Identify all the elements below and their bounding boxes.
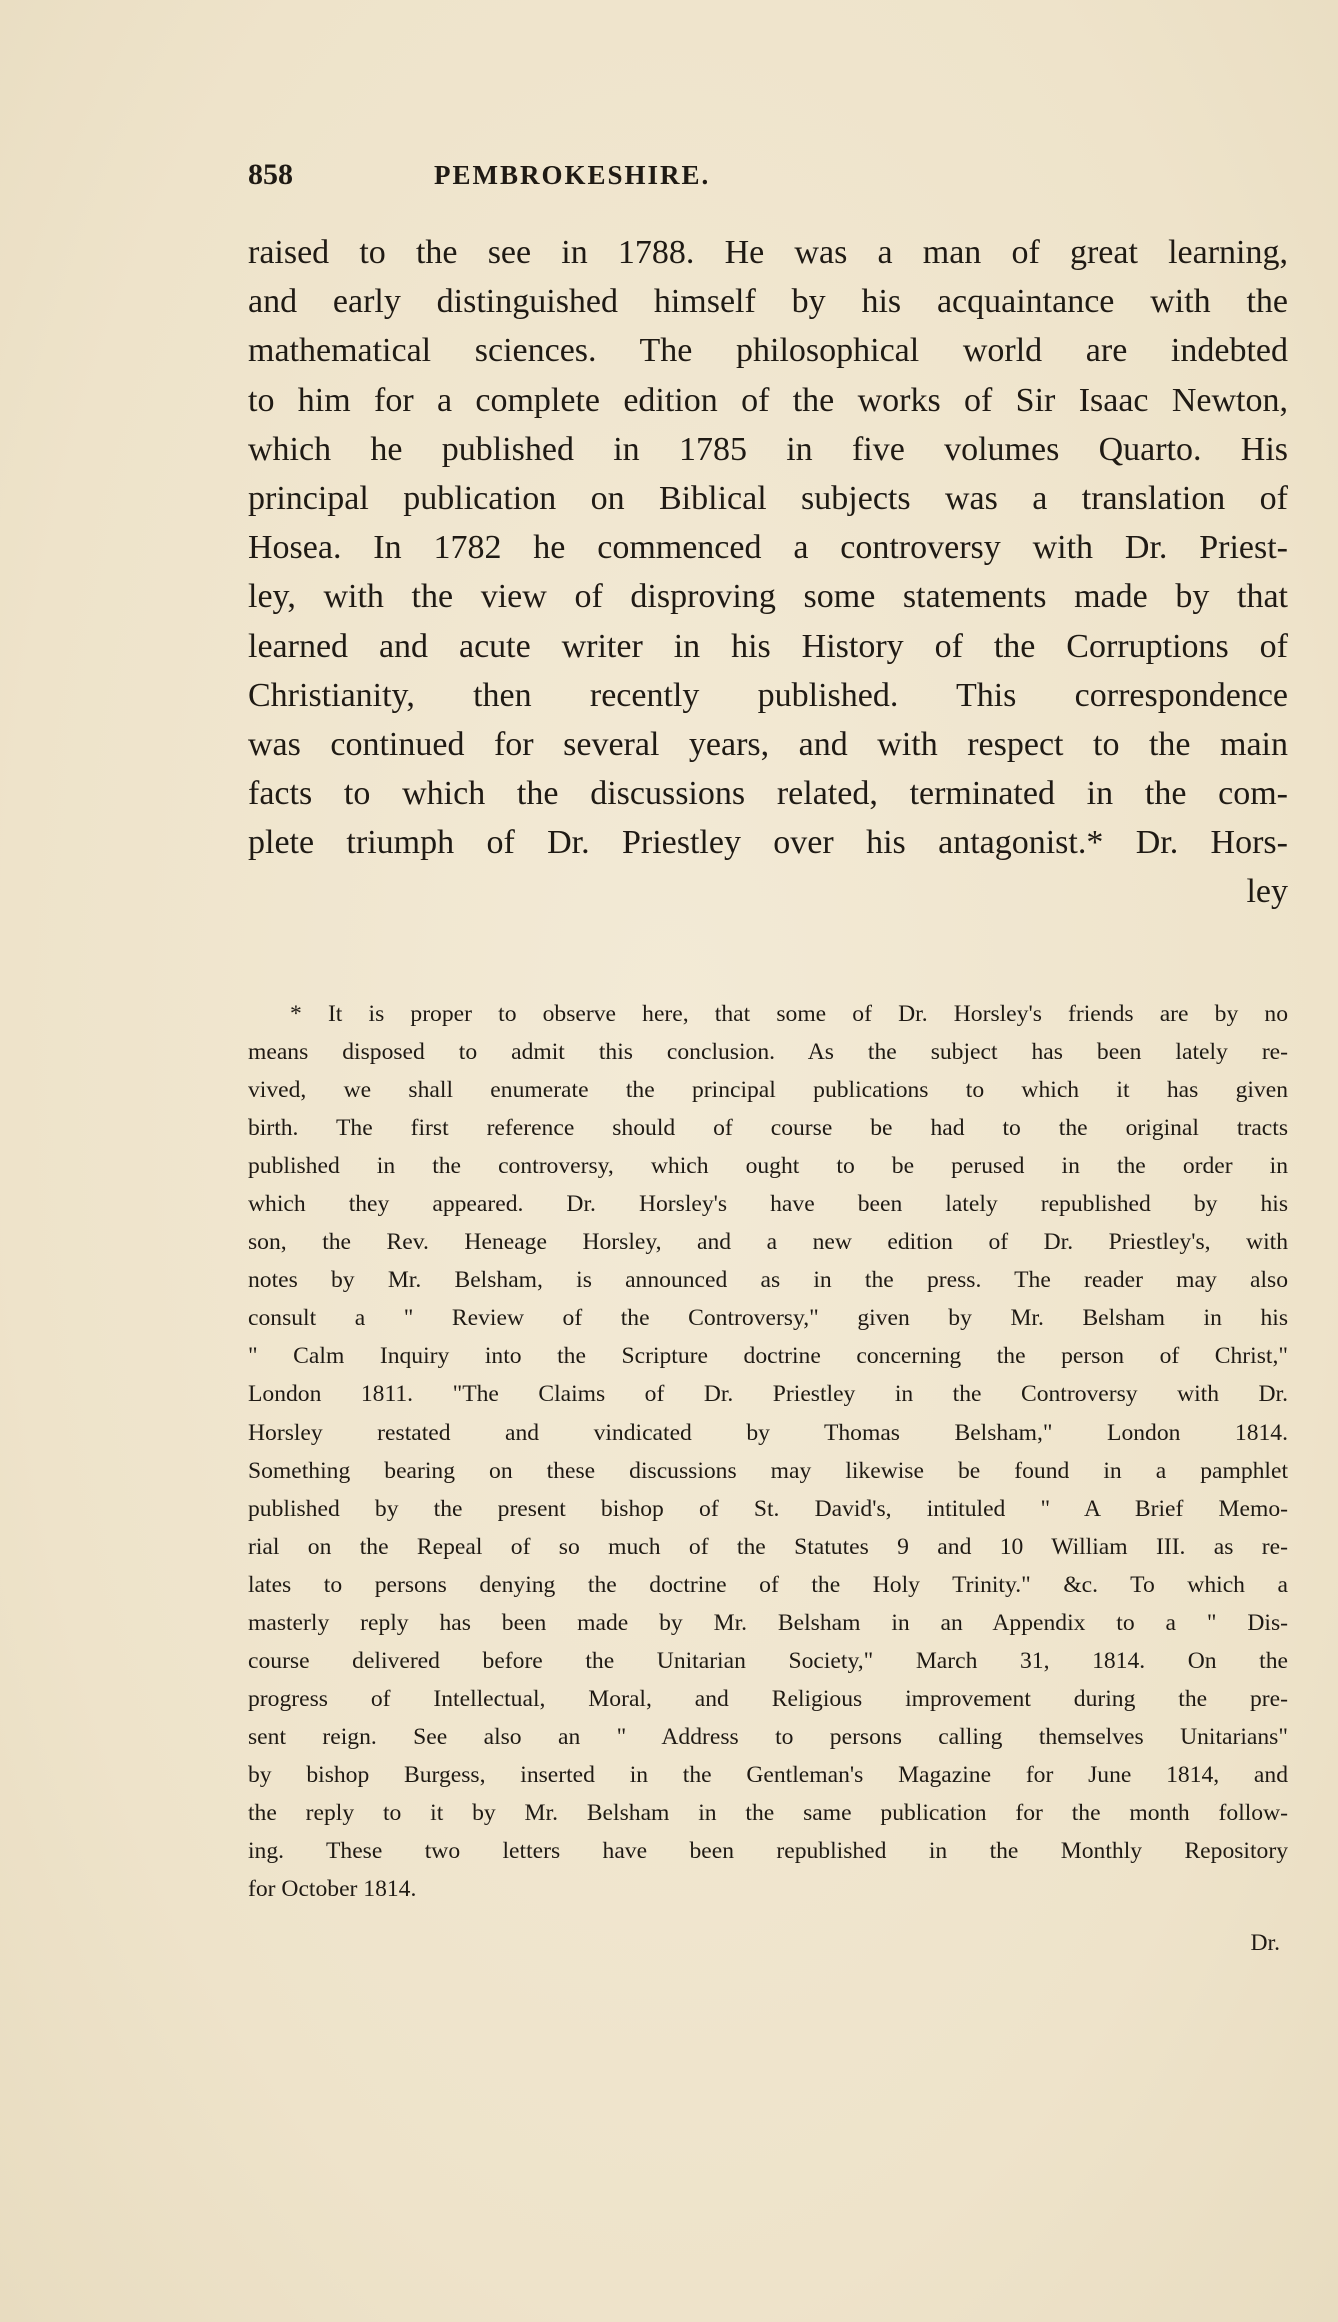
footnote-line: progress of Intellectual, Moral, and Religious improvement during the pre-: [248, 1685, 1288, 1712]
body-paragraph: [248, 228, 1288, 917]
body-line: to him for a complete edition of the works of Sir Isaac Newton,: [248, 381, 1288, 419]
footnote-line: published by the present bishop of St. David's, intituled " A Brief Memo-: [248, 1495, 1288, 1522]
footnote-line: vived, we shall enumerate the principal publications to which it has given: [248, 1077, 1288, 1104]
footnote-line: sent reign. See also an " Address to persons calling themselves Unitarians": [248, 1723, 1288, 1750]
footnote-line: ing. These two letters have been republished in the Monthly Repository: [248, 1838, 1288, 1865]
body-line: plete triumph of Dr. Priestley over his antagonist.* Dr. Hors-: [248, 824, 1288, 862]
body-line: principal publication on Biblical subjects was a translation of: [248, 479, 1288, 517]
page-number: 858: [248, 158, 293, 191]
body-line: raised to the see in 1788. He was a man of great learning,: [248, 234, 1288, 271]
body-catchword: ley: [1246, 873, 1288, 911]
footnote-line: means disposed to admit this conclusion. As the subject has been lately re-: [248, 1039, 1288, 1066]
footnote-line: Something bearing on these discussions may likewise be found in a pamphlet: [248, 1457, 1288, 1484]
footnote-catchword: Dr.: [1250, 1930, 1280, 1957]
footnote-line: " Calm Inquiry into the Scripture doctrine concerning the person of Christ,": [248, 1343, 1288, 1370]
running-head: PEMBROKESHIRE.: [434, 160, 711, 190]
footnote-line: rial on the Repeal of so much of the Statutes 9 and 10 William III. as re-: [248, 1533, 1288, 1560]
body-line: Christianity, then recently published. This correspondence: [248, 676, 1288, 714]
footnote-line: consult a " Review of the Controversy," given by Mr. Belsham in his: [248, 1305, 1288, 1332]
footnote-line: notes by Mr. Belsham, is announced as in the press. The reader may also: [248, 1267, 1288, 1294]
footnote-line: London 1811. "The Claims of Dr. Priestley in the Controversy with Dr.: [248, 1381, 1288, 1408]
footnote: [248, 995, 1288, 1962]
body-line: facts to which the discussions related, terminated in the com-: [248, 775, 1288, 813]
footnote-line: lates to persons denying the doctrine of the Holy Trinity." &c. To which a: [248, 1571, 1288, 1598]
footnote-line: published in the controversy, which ought to be perused in the order in: [248, 1153, 1288, 1180]
footnote-line: Horsley restated and vindicated by Thomas Belsham," London 1814.: [248, 1419, 1288, 1446]
footnote-line: * It is proper to observe here, that some of Dr. Horsley's friends are by no: [290, 1001, 1288, 1027]
body-line: which he published in 1785 in five volumes Quarto. His: [248, 430, 1288, 468]
footnote-line: which they appeared. Dr. Horsley's have been lately republished by his: [248, 1191, 1288, 1218]
body-line: was continued for several years, and with respect to the main: [248, 725, 1288, 763]
footnote-line: course delivered before the Unitarian Society," March 31, 1814. On the: [248, 1647, 1288, 1674]
footnote-line: by bishop Burgess, inserted in the Gentleman's Magazine for June 1814, and: [248, 1761, 1288, 1788]
page-header: [248, 158, 1108, 198]
body-line: ley, with the view of disproving some statements made by that: [248, 578, 1288, 616]
footnote-line: son, the Rev. Heneage Horsley, and a new edition of Dr. Priestley's, with: [248, 1229, 1288, 1256]
footnote-line: the reply to it by Mr. Belsham in the same publication for the month follow-: [248, 1799, 1288, 1826]
body-line: learned and acute writer in his History of the Corruptions of: [248, 627, 1288, 665]
footnote-line: birth. The first reference should of course be had to the original tracts: [248, 1115, 1288, 1142]
footnote-line: for October 1814.: [248, 1876, 417, 1903]
body-line: mathematical sciences. The philosophical world are indebted: [248, 332, 1288, 370]
body-line: and early distinguished himself by his acquaintance with the: [248, 283, 1288, 321]
body-line: Hosea. In 1782 he commenced a controversy with Dr. Priest-: [248, 529, 1288, 567]
footnote-line: masterly reply has been made by Mr. Belsham in an Appendix to a " Dis-: [248, 1609, 1288, 1636]
